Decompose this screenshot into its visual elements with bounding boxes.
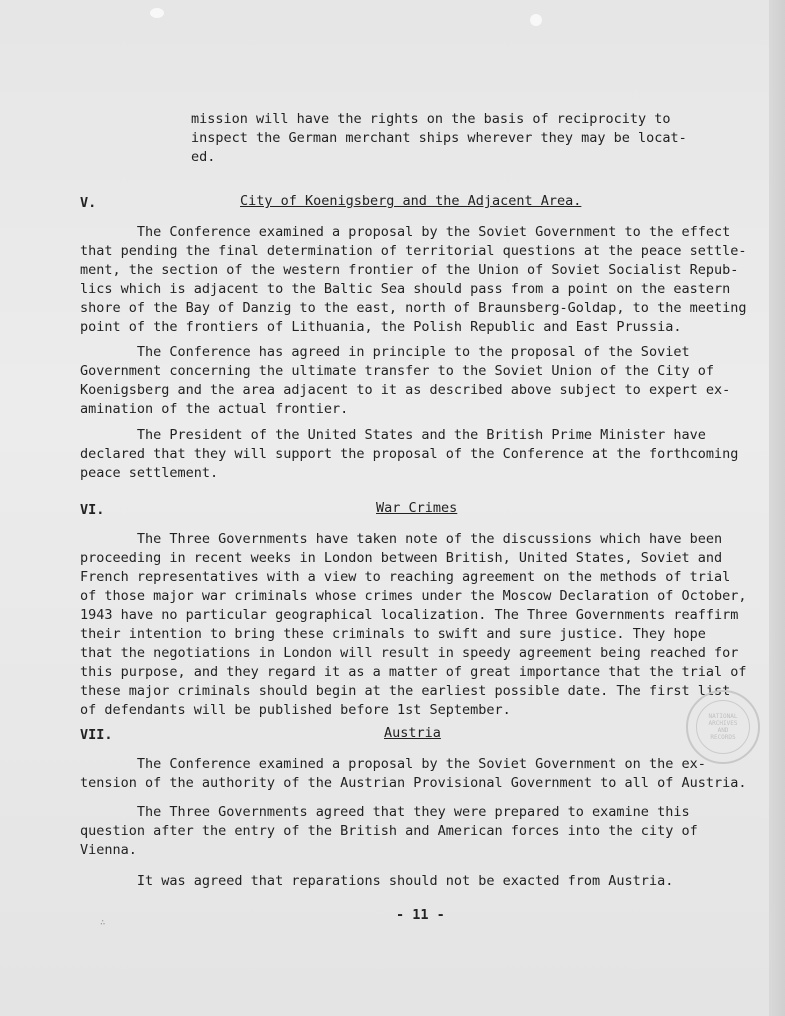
paragraph-line: declared that they will support the proposal of the Conference at the forthcoming bbox=[80, 446, 739, 462]
page-number: - 11 - bbox=[396, 907, 445, 923]
paragraph-line: peace settlement. bbox=[80, 465, 219, 481]
paper-speck bbox=[530, 14, 542, 26]
paragraph-line: French representatives with a view to reaching agreement on the methods of trial bbox=[80, 569, 731, 585]
paragraph-line: that the negotiations in London will result in speedy agreement being reached for bbox=[80, 645, 739, 661]
paragraph-line: Koenigsberg and the area adjacent to it as described above subject to expert ex- bbox=[80, 382, 731, 398]
paragraph-line: The Three Governments have taken note of the discussions which have been bbox=[80, 531, 723, 547]
paragraph-line: Vienna. bbox=[80, 842, 137, 858]
paragraph-line: The President of the United States and the British Prime Minister have bbox=[80, 427, 706, 443]
section-number: V. bbox=[80, 195, 97, 211]
section-title: City of Koenigsberg and the Adjacent Area. bbox=[240, 193, 582, 209]
page-edge-shadow bbox=[769, 0, 785, 1016]
section-number: VI. bbox=[80, 502, 105, 518]
paragraph-line: their intention to bring these criminals to swift and sure justice. They hope bbox=[80, 626, 706, 642]
paragraph-line: these major criminals should begin at the earliest possible date. The first list bbox=[80, 683, 731, 699]
paragraph-line: shore of the Bay of Danzig to the east, north of Braunsberg-Goldap, to the meeting bbox=[80, 300, 747, 316]
paragraph-line: point of the frontiers of Lithuania, the Polish Republic and East Prussia. bbox=[80, 319, 682, 335]
archive-stamp-inner: NATIONAL ARCHIVES AND RECORDS bbox=[696, 700, 750, 754]
paragraph-line: The Conference examined a proposal by the Soviet Government on the ex- bbox=[80, 756, 706, 772]
paper-speck bbox=[150, 8, 164, 18]
paragraph-line: The Conference examined a proposal by the Soviet Government to the effect bbox=[80, 224, 731, 240]
paragraph-line: It was agreed that reparations should not be exacted from Austria. bbox=[80, 873, 674, 889]
paragraph-line: The Three Governments agreed that they were prepared to examine this bbox=[80, 804, 690, 820]
paragraph-line: question after the entry of the British and American forces into the city of bbox=[80, 823, 698, 839]
paragraph-line: proceeding in recent weeks in London between British, United States, Soviet and bbox=[80, 550, 723, 566]
paragraph-line: tension of the authority of the Austrian Provisional Government to all of Austria. bbox=[80, 775, 747, 791]
intro-line: ed. bbox=[191, 149, 216, 165]
paragraph-line: that pending the final determination of territorial questions at the peace settle- bbox=[80, 243, 747, 259]
archive-stamp bbox=[686, 690, 760, 764]
paragraph-line: 1943 have no particular geographical localization. The Three Governments reaffirm bbox=[80, 607, 739, 623]
section-title: Austria bbox=[384, 725, 441, 741]
section-number: VII. bbox=[80, 727, 113, 743]
paragraph-line: this purpose, and they regard it as a matter of great importance that the trial of bbox=[80, 664, 747, 680]
paragraph-line: lics which is adjacent to the Baltic Sea should pass from a point on the eastern bbox=[80, 281, 731, 297]
intro-line: mission will have the rights on the basis of reciprocity to bbox=[191, 111, 671, 127]
intro-line: inspect the German merchant ships wherever they may be locat- bbox=[191, 130, 687, 146]
paragraph-line: ment, the section of the western frontier of the Union of Soviet Socialist Repub- bbox=[80, 262, 739, 278]
paragraph-line: of those major war criminals whose crimes under the Moscow Declaration of October, bbox=[80, 588, 747, 604]
paragraph-line: amination of the actual frontier. bbox=[80, 401, 349, 417]
paragraph-line: The Conference has agreed in principle to the proposal of the Soviet bbox=[80, 344, 690, 360]
paragraph-line: Government concerning the ultimate transfer to the Soviet Union of the City of bbox=[80, 363, 714, 379]
paragraph-line: of defendants will be published before 1st September. bbox=[80, 702, 511, 718]
paper-smudge: ∴ bbox=[100, 918, 106, 928]
section-title: War Crimes bbox=[376, 500, 458, 516]
